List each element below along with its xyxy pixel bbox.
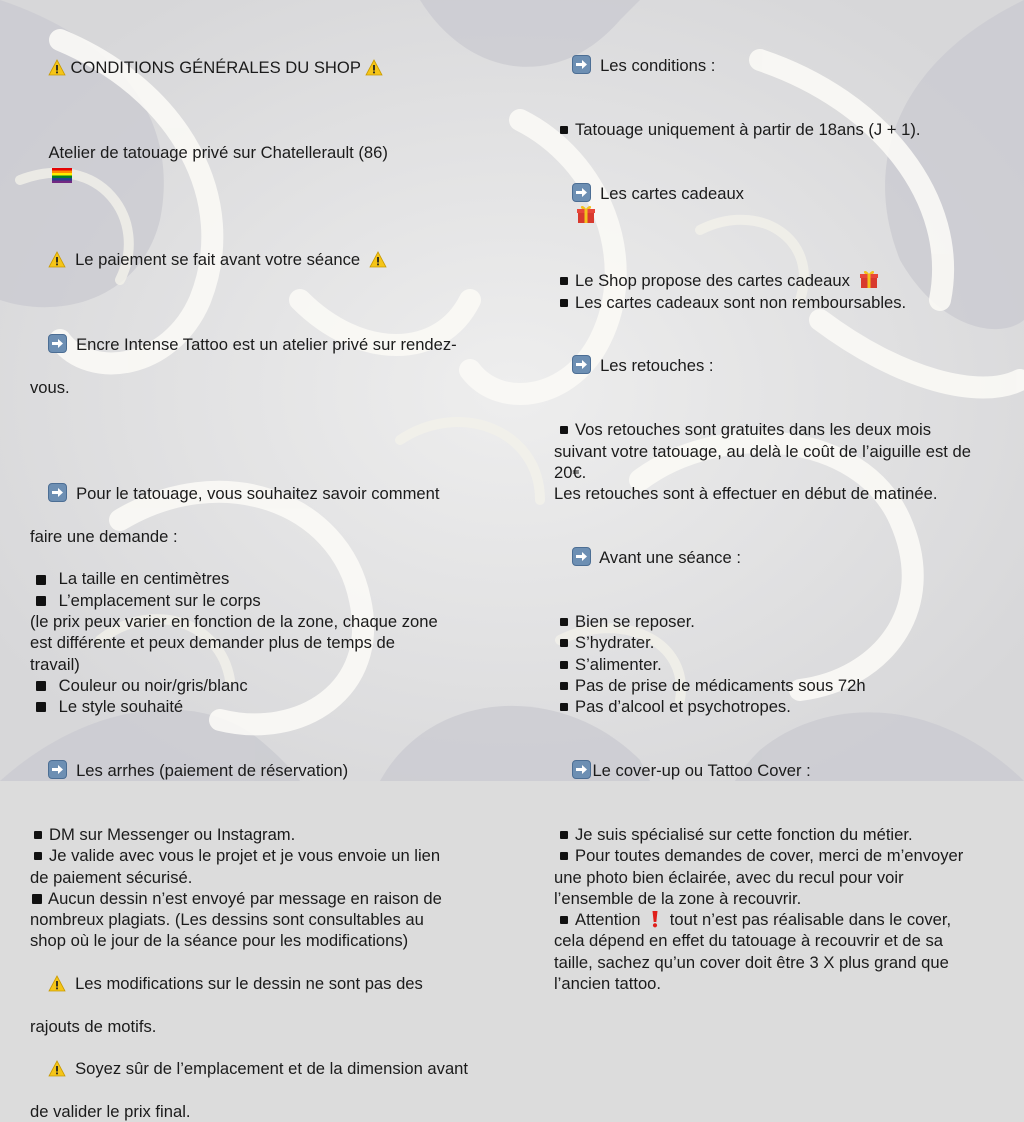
retouches-heading: Les retouches : xyxy=(600,356,714,376)
bullet-square-icon xyxy=(560,126,568,134)
right-arrow-icon xyxy=(48,760,67,779)
right-arrow-icon xyxy=(572,355,591,374)
modif-text-1: Les modifications sur le dessin ne sont pas des xyxy=(75,974,423,994)
warning-icon xyxy=(48,59,66,76)
bullet-taille: La taille en centimètres xyxy=(30,568,500,589)
bullet-non-remb: Les cartes cadeaux sont non remboursables. xyxy=(554,292,1020,313)
bullet-repos: Bien se reposer. xyxy=(554,611,1020,632)
bullet-square-icon xyxy=(560,852,568,860)
bullet-square-icon xyxy=(36,681,46,691)
rainbow-flag-icon xyxy=(52,168,72,183)
bullet-square-icon xyxy=(34,852,42,860)
paiement-line xyxy=(30,228,500,292)
bullet-medic: Pas de prise de médicaments sous 72h xyxy=(554,675,1020,696)
bullet-square-icon xyxy=(560,299,568,307)
demandes-text-2: une photo bien éclairée, avec du recul pour voir xyxy=(554,867,904,887)
bullet-square-icon xyxy=(560,831,568,839)
bullet-style: Le style souhaité xyxy=(30,696,500,717)
demande-text-1: Pour le tatouage, vous souhaitez savoir comment xyxy=(76,484,440,504)
bullet-square-icon xyxy=(34,831,42,839)
left-column xyxy=(30,0,500,1122)
atelier-text: Atelier de tatouage privé sur Chatellerault (86) xyxy=(48,143,388,163)
right-arrow-icon xyxy=(572,547,591,566)
bullet-valide: Je valide avec vous le projet et je vous envoie un lien xyxy=(30,845,500,866)
dessin-text-3: shop où le jour de la séance pour les modifications) xyxy=(30,931,409,951)
conditions-line xyxy=(554,34,1020,98)
modif-line xyxy=(30,952,500,1016)
modif-text-2: rajouts de motifs. xyxy=(30,1016,157,1036)
retouches-line xyxy=(554,334,1020,398)
bullet-square-icon xyxy=(32,894,42,904)
warning-icon xyxy=(48,975,66,992)
warning-icon xyxy=(48,251,66,268)
right-arrow-icon xyxy=(48,334,67,353)
cartes-heading: Les cartes cadeaux xyxy=(600,184,744,204)
bullet-square-icon xyxy=(560,916,568,924)
bullet-square-icon xyxy=(560,618,568,626)
avant-heading: Avant une séance : xyxy=(599,548,741,568)
prix-text-3: travail) xyxy=(30,654,80,674)
bullet-square-icon xyxy=(36,596,46,606)
sur-line xyxy=(30,1037,500,1101)
prive-text-2: vous. xyxy=(30,377,70,397)
page-title: CONDITIONS GÉNÉRALES DU SHOP xyxy=(70,58,361,78)
right-arrow-icon xyxy=(572,183,591,202)
bullet-square-icon xyxy=(560,661,568,669)
gift-icon xyxy=(859,269,879,289)
prive-text-1: Encre Intense Tattoo est un atelier privé sur rendez- xyxy=(76,335,457,355)
bullet-age: Tatouage uniquement à partir de 18ans (J + 1). xyxy=(554,119,1020,140)
avant-line xyxy=(554,526,1020,590)
attention-text-4: l’ancien tattoo. xyxy=(554,974,662,994)
cover-line xyxy=(554,739,1020,803)
demande-text-2: faire une demande : xyxy=(30,526,178,546)
bullet-hydrater: S’hydrater. xyxy=(554,632,1020,653)
gift-icon xyxy=(576,204,596,224)
demande-line xyxy=(30,462,500,526)
exclamation-icon xyxy=(651,910,659,928)
right-arrow-icon xyxy=(572,55,591,74)
bullet-square-icon xyxy=(560,682,568,690)
bullet-couleur: Couleur ou noir/gris/blanc xyxy=(30,675,500,696)
sur-text-2: de valider le prix final. xyxy=(30,1101,191,1121)
paiement-text: Le paiement se fait avant votre séance xyxy=(75,249,361,269)
prive-line xyxy=(30,313,500,377)
bullet-square-icon xyxy=(36,702,46,712)
bullet-dessin: Aucun dessin n’est envoyé par message en raison de xyxy=(30,888,500,909)
conditions-heading: Les conditions : xyxy=(600,56,716,76)
retouches-text-3: 20€. xyxy=(554,462,587,482)
retouches-text-4: Les retouches sont à effectuer en début de matinée. xyxy=(554,484,938,504)
sur-text-1: Soyez sûr de l’emplacement et de la dimension avant xyxy=(75,1059,469,1079)
bullet-attention: Attention tout n’est pas réalisable dans le cover, xyxy=(554,909,1020,930)
bullet-square-icon xyxy=(560,426,568,434)
warning-icon xyxy=(48,1060,66,1077)
bullet-square-icon xyxy=(36,575,46,585)
right-arrow-icon xyxy=(48,483,67,502)
title-line xyxy=(30,36,500,100)
attention-text-3: taille, sachez qu’un cover doit être 3 X plus grand que xyxy=(554,952,949,972)
prix-text-2: est différente et peux demander plus de temps de xyxy=(30,633,395,653)
bullet-shop-cartes: Le Shop propose des cartes cadeaux xyxy=(554,269,1020,291)
warning-icon xyxy=(365,59,383,76)
valide-text-2: de paiement sécurisé. xyxy=(30,867,193,887)
cover-heading: Le cover-up ou Tattoo Cover : xyxy=(592,761,811,781)
demandes-text-3: l’ensemble de la zone à recouvrir. xyxy=(554,888,802,908)
bullet-emplacement: L’emplacement sur le corps xyxy=(30,590,500,611)
cartes-line xyxy=(554,162,1020,248)
bullet-retouches: Vos retouches sont gratuites dans les deux mois xyxy=(554,419,1020,440)
arrhes-line xyxy=(30,739,500,803)
bullet-square-icon xyxy=(560,277,568,285)
bullet-dm: DM sur Messenger ou Instagram. xyxy=(30,824,500,845)
bullet-specialise: Je suis spécialisé sur cette fonction du métier. xyxy=(554,824,1020,845)
right-arrow-icon xyxy=(572,760,591,779)
atelier-line xyxy=(30,121,500,206)
attention-text-2: cela dépend en effet du tatouage à recouvrir et de sa xyxy=(554,931,944,951)
bullet-alimenter: S’alimenter. xyxy=(554,654,1020,675)
right-column xyxy=(554,0,1020,994)
bullet-demandes: Pour toutes demandes de cover, merci de m’envoyer xyxy=(554,845,1020,866)
warning-icon xyxy=(369,251,387,268)
retouches-text-2: suivant votre tatouage, au delà le coût de l’aiguille est de xyxy=(554,441,971,461)
arrhes-text: Les arrhes (paiement de réservation) xyxy=(76,761,349,781)
bullet-alcool: Pas d’alcool et psychotropes. xyxy=(554,696,1020,717)
prix-text-1: (le prix peux varier en fonction de la zone, chaque zone xyxy=(30,612,438,632)
bullet-square-icon xyxy=(560,703,568,711)
bullet-square-icon xyxy=(560,639,568,647)
dessin-text-2: nombreux plagiats. (Les dessins sont consultables au xyxy=(30,910,424,930)
